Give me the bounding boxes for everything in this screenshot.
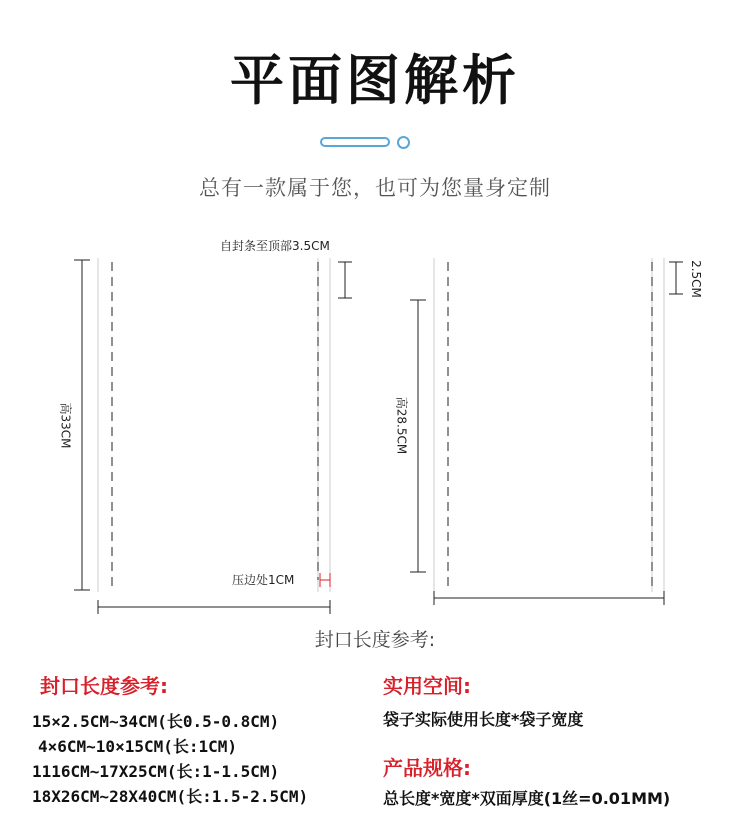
page-title: 平面图解析 [230, 49, 520, 112]
edge-label: 压边处1CM [232, 573, 295, 587]
spec-line: 4×6CM~10×15CM(长:1CM) [38, 737, 238, 756]
usable-space-text: 袋子实际使用长度*袋子宽度 [383, 710, 584, 729]
right-top-label: 2.5CM [689, 260, 703, 298]
left-bag-diagram [74, 258, 352, 614]
right-height-label: 高28.5CM [394, 396, 409, 455]
usable-space-heading: 实用空间: [383, 674, 471, 698]
left-height-label: 高33CM [58, 402, 73, 449]
spec-line: 1116CM~17X25CM(长:1-1.5CM) [32, 762, 280, 781]
page-subtitle: 总有一款属于您，也可为您量身定制 [199, 176, 551, 200]
spec-line: 15×2.5CM~34CM(长0.5-0.8CM) [32, 712, 280, 731]
spec-line: 18X26CM~28X40CM(长:1.5-2.5CM) [32, 787, 309, 806]
top-seal-label: 自封条至顶部3.5CM [220, 239, 330, 253]
right-bag-diagram [410, 258, 683, 605]
diagram-caption: 封口长度参考: [314, 629, 436, 651]
product-spec-text: 总长度*宽度*双面厚度(1丝=0.01MM) [383, 789, 671, 808]
seal-length-heading: 封口长度参考: [40, 674, 168, 698]
product-spec-heading: 产品规格: [383, 756, 471, 780]
